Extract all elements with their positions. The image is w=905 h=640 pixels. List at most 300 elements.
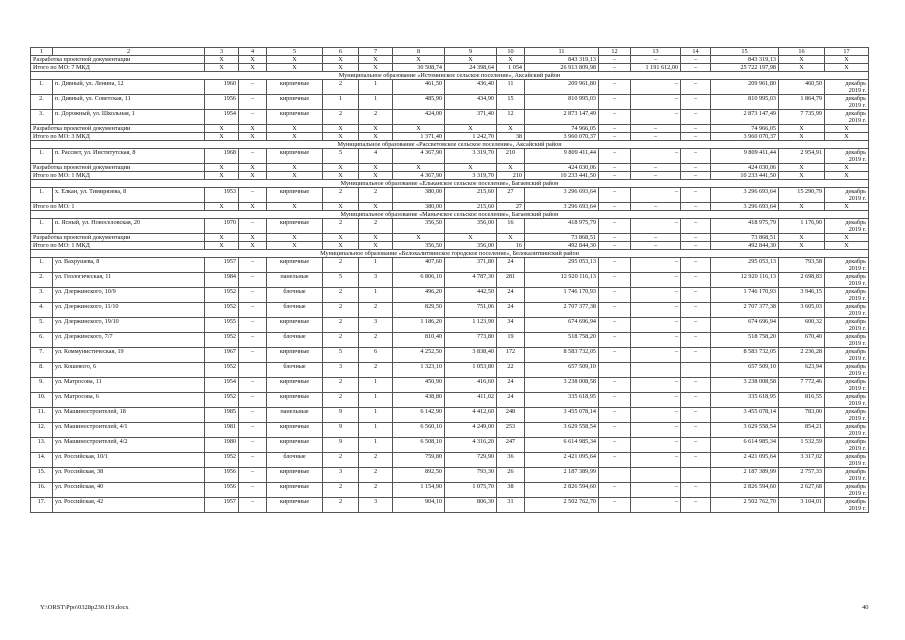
table-cell: – — [239, 288, 267, 303]
table-cell: 2 — [323, 303, 359, 318]
table-cell: 1 242,70 — [445, 133, 497, 141]
summary-row — [31, 172, 869, 180]
table-cell: 1 — [323, 95, 359, 110]
table-cell: 424,00 — [393, 110, 445, 125]
completion-date-line: декабрь — [845, 468, 866, 475]
table-cell: 810 995,03 — [525, 95, 599, 110]
table-cell: 3 — [359, 318, 393, 333]
table-cell: 9 — [323, 408, 359, 423]
completion-date-line: 2019 г. — [848, 415, 866, 422]
table-cell: – — [599, 333, 631, 348]
table-cell: 1 — [359, 378, 393, 393]
table-cell: – — [239, 318, 267, 333]
table-cell: X — [779, 133, 825, 141]
row-number: 6. — [31, 333, 53, 348]
table-cell: 3 605,03 — [779, 303, 825, 318]
table-cell: – — [631, 172, 681, 180]
table-cell: – — [681, 318, 711, 333]
table-cell: X — [445, 56, 497, 64]
table-row — [31, 483, 869, 498]
table-cell: кирпичные — [267, 80, 323, 95]
table-row — [31, 393, 869, 408]
table-cell: – — [631, 133, 681, 141]
table-cell: – — [681, 188, 711, 203]
table-cell: X — [779, 56, 825, 64]
table-cell: – — [631, 95, 681, 110]
table-cell: 3 — [359, 273, 393, 288]
table-cell: 247 — [497, 438, 525, 453]
table-cell: 371,80 — [445, 258, 497, 273]
row-number: 17. — [31, 498, 53, 513]
table-cell: 30 508,74 — [393, 64, 445, 72]
table-cell: 74 966,05 — [711, 125, 779, 133]
table-cell: – — [599, 273, 631, 288]
row-number: 7. — [31, 348, 53, 363]
table-cell: X — [205, 242, 239, 250]
completion-date-line: 2019 г. — [848, 460, 866, 467]
table-cell — [631, 363, 681, 378]
address-cell: ул. Дзержинского, 7/7 — [53, 333, 205, 348]
table-cell: 172 — [497, 348, 525, 363]
table-cell: 1 123,90 — [445, 318, 497, 333]
table-cell: 1 176,90 — [779, 219, 825, 234]
table-cell: 2 — [359, 110, 393, 125]
table-row — [31, 110, 869, 125]
table-cell: X — [323, 56, 359, 64]
table-cell: 450,90 — [393, 378, 445, 393]
table-cell: X — [267, 56, 323, 64]
table-cell: – — [239, 273, 267, 288]
table-cell: 496,20 — [393, 288, 445, 303]
table-cell: 3 296 693,64 — [711, 188, 779, 203]
table-cell: 12 920 116,13 — [711, 273, 779, 288]
completion-date-line: 2019 г. — [848, 340, 866, 347]
table-row — [31, 80, 869, 95]
table-cell: 2 187 389,99 — [525, 468, 599, 483]
table-cell: 1 — [359, 393, 393, 408]
summary-label: Итого по МО: 1 МКД — [31, 242, 205, 250]
completion-date-line: 2019 г. — [848, 505, 866, 512]
summary-label: Разработка проектной документации — [31, 164, 205, 172]
address-cell: ул. Российская, 42 — [53, 498, 205, 513]
table-cell: 1 191 612,00 — [631, 64, 681, 72]
table-cell: 4 316,20 — [445, 438, 497, 453]
completion-date-line: 2019 г. — [848, 430, 866, 437]
table-cell: X — [445, 234, 497, 242]
table-cell: X — [205, 203, 239, 211]
table-cell: 3 629 558,54 — [525, 423, 599, 438]
table-cell: 3 296 693,64 — [711, 203, 779, 211]
table-cell: 38 — [497, 483, 525, 498]
table-cell: 806,30 — [445, 498, 497, 513]
table-cell: 6 — [359, 348, 393, 363]
table-cell: 1970 — [205, 219, 239, 234]
table-cell: 2 — [359, 483, 393, 498]
table-cell: 2 707 377,38 — [525, 303, 599, 318]
table-cell: – — [681, 164, 711, 172]
table-cell: – — [681, 258, 711, 273]
table-cell: – — [681, 453, 711, 468]
table-cell: 810,40 — [393, 333, 445, 348]
table-cell: 12 — [497, 110, 525, 125]
column-number: 16 — [779, 48, 825, 56]
table-cell: 12 920 116,13 — [525, 273, 599, 288]
table-cell: – — [681, 80, 711, 95]
table-cell: – — [631, 438, 681, 453]
table-cell: X — [825, 125, 869, 133]
table-cell: – — [239, 483, 267, 498]
table-cell: 209 961,80 — [711, 80, 779, 95]
table-cell: 380,00 — [393, 188, 445, 203]
table-cell: X — [239, 125, 267, 133]
table-cell: 335 618,95 — [525, 393, 599, 408]
table-cell: – — [681, 133, 711, 141]
table-cell: кирпичные — [267, 468, 323, 483]
completion-date-line: 2019 г. — [848, 226, 866, 233]
address-cell: х. Елкан, ул. Тимирязева, 8 — [53, 188, 205, 203]
table-cell: 8 583 732,05 — [525, 348, 599, 363]
table-cell: 407,60 — [393, 258, 445, 273]
table-cell: 1954 — [205, 378, 239, 393]
table-cell: 210 — [497, 149, 525, 164]
table-cell: 5 — [323, 273, 359, 288]
table-cell: – — [599, 64, 631, 72]
table-cell: X — [205, 234, 239, 242]
row-number: 5. — [31, 318, 53, 333]
row-number: 3. — [31, 288, 53, 303]
row-number: 13. — [31, 438, 53, 453]
table-cell: 783,00 — [779, 408, 825, 423]
table-cell: 2 698,83 — [779, 273, 825, 288]
row-number: 10. — [31, 393, 53, 408]
table-cell: 854,21 — [779, 423, 825, 438]
address-cell: п. Ясный, ул. Новоселовская, 20 — [53, 219, 205, 234]
table-cell: 6 142,90 — [393, 408, 445, 423]
table-cell: – — [631, 80, 681, 95]
table-cell: X — [359, 234, 393, 242]
table-cell: 1960 — [205, 80, 239, 95]
table-cell: – — [599, 203, 631, 211]
table-cell: 657 509,10 — [711, 363, 779, 378]
table-cell: 15 — [497, 95, 525, 110]
table-cell: блочные — [267, 453, 323, 468]
table-cell: кирпичные — [267, 149, 323, 164]
table-cell: 1 154,90 — [393, 483, 445, 498]
address-cell: ул. Дзержинского, 10/9 — [53, 288, 205, 303]
table-cell: X — [267, 203, 323, 211]
table-cell: кирпичные — [267, 483, 323, 498]
summary-row — [31, 56, 869, 64]
table-cell: – — [681, 348, 711, 363]
table-cell: 3 296 693,64 — [525, 188, 599, 203]
table-cell: – — [599, 438, 631, 453]
table-cell: кирпичные — [267, 219, 323, 234]
table-cell: X — [779, 234, 825, 242]
table-cell: 6 614 985,34 — [525, 438, 599, 453]
table-cell: – — [239, 453, 267, 468]
table-cell: 2 — [323, 453, 359, 468]
table-cell: X — [205, 172, 239, 180]
table-cell: – — [631, 483, 681, 498]
completion-date-line: 2019 г. — [848, 117, 866, 124]
completion-date-line: декабрь — [845, 333, 866, 340]
table-cell: – — [631, 110, 681, 125]
table-cell: 36 — [497, 453, 525, 468]
section-title: Муниципальное образование «Истоминское сельское поселение», Аксайский район — [31, 72, 869, 80]
address-cell: ул. Коммунистическая, 19 — [53, 348, 205, 363]
column-number: 17 — [825, 48, 869, 56]
table-cell: 485,90 — [393, 95, 445, 110]
table-cell: 1967 — [205, 348, 239, 363]
table-cell: 436,40 — [445, 80, 497, 95]
summary-row — [31, 164, 869, 172]
table-cell: X — [205, 56, 239, 64]
completion-date-line: декабрь — [845, 423, 866, 430]
table-row — [31, 188, 869, 203]
table-cell: 15 290,79 — [779, 188, 825, 203]
summary-row — [31, 203, 869, 211]
table-cell: 5 — [323, 348, 359, 363]
completion-date-line: 2019 г. — [848, 445, 866, 452]
table-cell: – — [681, 64, 711, 72]
table-cell: 829,50 — [393, 303, 445, 318]
table-cell: – — [599, 80, 631, 95]
completion-date-cell — [825, 80, 869, 95]
table-cell: 4 367,90 — [393, 149, 445, 164]
completion-date-cell — [825, 438, 869, 453]
table-cell: 1 053,80 — [445, 363, 497, 378]
table-cell — [681, 363, 711, 378]
table-cell: – — [239, 498, 267, 513]
table-cell: 1 — [359, 288, 393, 303]
column-number: 15 — [711, 48, 779, 56]
address-cell: ул. Российская, 40 — [53, 483, 205, 498]
table-cell: 424 030,06 — [525, 164, 599, 172]
column-number: 12 — [599, 48, 631, 56]
table-cell: 24 — [497, 393, 525, 408]
table-cell: 1957 — [205, 498, 239, 513]
table-cell: – — [681, 242, 711, 250]
table-cell: – — [599, 393, 631, 408]
table-cell: – — [599, 133, 631, 141]
completion-date-line: 2019 г. — [848, 265, 866, 272]
table-cell: 1955 — [205, 318, 239, 333]
table-cell: X — [497, 164, 525, 172]
table-cell: – — [599, 378, 631, 393]
table-cell: 335 618,95 — [711, 393, 779, 408]
table-cell: – — [599, 149, 631, 164]
table-cell: 3 455 078,14 — [711, 408, 779, 423]
summary-row — [31, 133, 869, 141]
table-cell: 418 975,79 — [711, 219, 779, 234]
table-cell: 4 367,90 — [393, 172, 445, 180]
table-cell: блочные — [267, 333, 323, 348]
table-cell: – — [599, 95, 631, 110]
table-cell: – — [239, 408, 267, 423]
table-cell: 1 — [359, 80, 393, 95]
summary-row — [31, 64, 869, 72]
table-cell: 623,94 — [779, 363, 825, 378]
table-cell: 3 — [323, 468, 359, 483]
table-cell: 793,30 — [445, 468, 497, 483]
completion-date-line: декабрь — [845, 348, 866, 355]
document-path: Y:\ORST\Ppo\0328p230.f19.docx — [40, 604, 129, 611]
table-cell: 2 826 594,60 — [525, 483, 599, 498]
table-cell: 4 412,60 — [445, 408, 497, 423]
table-cell: 27 — [497, 188, 525, 203]
table-cell: 215,60 — [445, 203, 497, 211]
completion-date-line: декабрь — [845, 95, 866, 102]
table-cell: 2 — [323, 498, 359, 513]
completion-date-cell — [825, 288, 869, 303]
section-title: Муниципальное образование «Ельканское сельское поселение», Багаевский район — [31, 180, 869, 188]
table-cell: 3 455 078,14 — [525, 408, 599, 423]
address-cell: п. Рассвет, ул. Институтская, 8 — [53, 149, 205, 164]
table-cell: X — [323, 133, 359, 141]
table-cell: 2 — [359, 188, 393, 203]
table-cell: 356,50 — [393, 219, 445, 234]
completion-date-cell — [825, 498, 869, 513]
table-cell: 674 696,94 — [525, 318, 599, 333]
table-cell: 3 960 070,37 — [711, 133, 779, 141]
table-cell: 1953 — [205, 188, 239, 203]
table-cell: X — [239, 203, 267, 211]
table-cell: блочные — [267, 288, 323, 303]
table-cell: X — [825, 203, 869, 211]
column-number: 10 — [497, 48, 525, 56]
table-cell: – — [631, 188, 681, 203]
section-title: Муниципальное образование «Белокалитвинское городское поселение», Белокалитвинский район — [31, 250, 869, 258]
completion-date-cell — [825, 408, 869, 423]
table-cell: X — [497, 56, 525, 64]
table-cell: 2 — [359, 333, 393, 348]
table-cell: 24 — [497, 378, 525, 393]
table-cell: 6 560,10 — [393, 423, 445, 438]
completion-date-line: декабрь — [845, 149, 866, 156]
table-cell: X — [323, 125, 359, 133]
table-cell: 3 238 008,58 — [525, 378, 599, 393]
table-cell: 492 844,30 — [711, 242, 779, 250]
table-cell: 2 757,33 — [779, 468, 825, 483]
table-row — [31, 273, 869, 288]
address-cell: ул. Машиностроителей, 4/1 — [53, 423, 205, 438]
table-cell — [681, 468, 711, 483]
table-cell: 209 961,80 — [525, 80, 599, 95]
completion-date-cell — [825, 363, 869, 378]
table-cell: 1980 — [205, 438, 239, 453]
table-cell: – — [599, 172, 631, 180]
table-cell: X — [267, 172, 323, 180]
table-cell: 3 319,70 — [445, 172, 497, 180]
table-cell: X — [779, 242, 825, 250]
table-cell: 1952 — [205, 393, 239, 408]
address-cell: ул. Дзержинского, 11/10 — [53, 303, 205, 318]
column-number: 2 — [53, 48, 205, 56]
table-cell: – — [239, 258, 267, 273]
table-cell: 411,02 — [445, 393, 497, 408]
section-header-row — [31, 141, 869, 149]
table-cell: X — [825, 64, 869, 72]
table-cell: X — [205, 125, 239, 133]
table-cell: – — [631, 203, 681, 211]
table-cell: кирпичные — [267, 378, 323, 393]
table-row — [31, 423, 869, 438]
table-cell: 2 707 377,38 — [711, 303, 779, 318]
table-cell: 751,06 — [445, 303, 497, 318]
table-cell: 1 — [359, 408, 393, 423]
table-cell: – — [681, 56, 711, 64]
column-number: 1 — [31, 48, 53, 56]
completion-date-cell — [825, 258, 869, 273]
completion-date-line: 2019 г. — [848, 195, 866, 202]
table-row — [31, 468, 869, 483]
table-cell: – — [631, 273, 681, 288]
table-cell: – — [681, 219, 711, 234]
completion-date-line: декабрь — [845, 453, 866, 460]
table-cell: – — [239, 149, 267, 164]
table-cell: 2 — [323, 188, 359, 203]
table-cell: 2 — [323, 110, 359, 125]
table-cell: 1981 — [205, 423, 239, 438]
table-cell: 1 — [359, 438, 393, 453]
table-cell: 215,60 — [445, 188, 497, 203]
address-cell: ул. Российская, 38 — [53, 468, 205, 483]
table-cell: 434,90 — [445, 95, 497, 110]
table-cell: X — [239, 64, 267, 72]
table-cell: 9 — [323, 438, 359, 453]
completion-date-cell — [825, 95, 869, 110]
table-cell: X — [205, 133, 239, 141]
address-cell: ул. Вахрушева, 8 — [53, 258, 205, 273]
table-cell: X — [323, 234, 359, 242]
completion-date-line: 2019 г. — [848, 475, 866, 482]
table-cell: – — [239, 378, 267, 393]
table-cell: 2 502 762,70 — [525, 498, 599, 513]
table-cell: X — [323, 203, 359, 211]
row-number: 1. — [31, 188, 53, 203]
table-cell: 1 075,70 — [445, 483, 497, 498]
table-cell: 843 319,13 — [711, 56, 779, 64]
table-cell: 26 — [497, 468, 525, 483]
table-cell: 1 — [359, 423, 393, 438]
table-cell: 3 238 008,58 — [711, 378, 779, 393]
table-cell — [631, 468, 681, 483]
table-cell: – — [681, 288, 711, 303]
table-cell: кирпичные — [267, 110, 323, 125]
table-cell: – — [631, 125, 681, 133]
summary-label: Разработка проектной документации — [31, 234, 205, 242]
table-cell: – — [681, 393, 711, 408]
table-cell: 356,00 — [445, 219, 497, 234]
table-cell: 461,50 — [393, 80, 445, 95]
table-cell: 295 053,13 — [525, 258, 599, 273]
section-header-row — [31, 180, 869, 188]
table-cell: панельные — [267, 408, 323, 423]
address-cell: ул. Матросова, 6 — [53, 393, 205, 408]
table-cell: X — [359, 133, 393, 141]
table-row — [31, 219, 869, 234]
table-cell: – — [631, 258, 681, 273]
table-cell: 31 — [497, 498, 525, 513]
completion-date-line: 2019 г. — [848, 370, 866, 377]
table-cell: 9 809 411,44 — [525, 149, 599, 164]
table-cell: 1956 — [205, 468, 239, 483]
completion-date-line: 2019 г. — [848, 310, 866, 317]
row-number: 11. — [31, 408, 53, 423]
table-cell: – — [599, 423, 631, 438]
table-cell: 1 186,20 — [393, 318, 445, 333]
summary-label: Итого по МО: 1 МКД — [31, 172, 205, 180]
